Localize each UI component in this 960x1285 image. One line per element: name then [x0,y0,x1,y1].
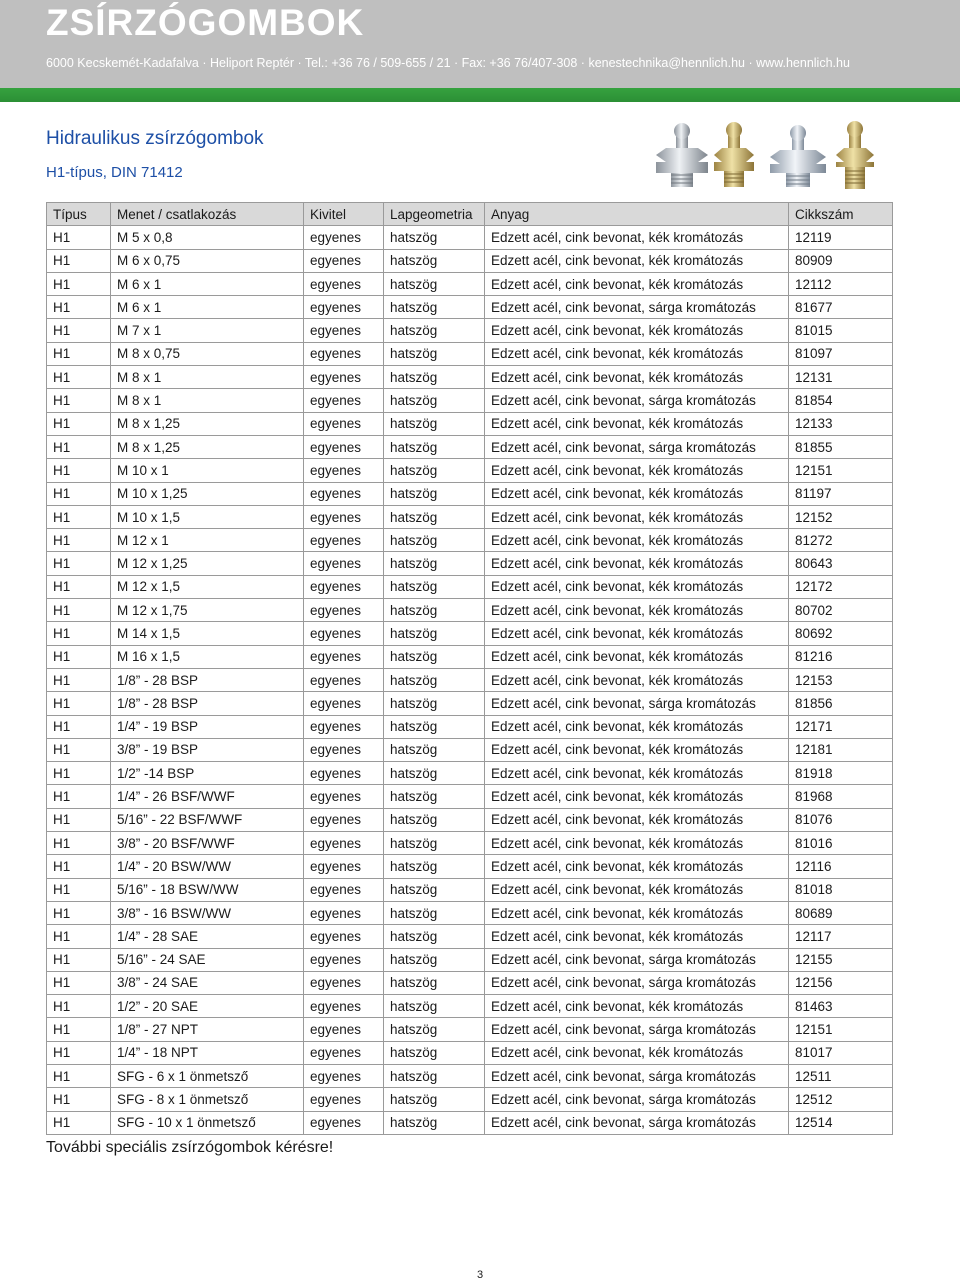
table-header-row [47,203,893,226]
table-row [47,785,893,808]
cell-type: H1 [47,948,111,971]
cell-thread: 3/8” - 24 SAE [111,971,304,994]
cell-article-number: 81968 [789,785,893,808]
cell-article-number: 81677 [789,296,893,319]
cell-geometry: hatszög [384,925,485,948]
cell-material: Edzett acél, cink bevonat, kék kromátozás [485,1041,789,1064]
table-row [47,645,893,668]
cell-thread: M 6 x 1 [111,272,304,295]
cell-thread: SFG - 10 x 1 önmetsző [111,1111,304,1134]
cell-thread: M 16 x 1,5 [111,645,304,668]
cell-thread: 1/2” - 20 SAE [111,995,304,1018]
cell-article-number: 81856 [789,692,893,715]
cell-article-number: 81015 [789,319,893,342]
cell-design: egyenes [304,435,384,458]
cell-material: Edzett acél, cink bevonat, sárga kromátozás [485,1088,789,1111]
cell-material: Edzett acél, cink bevonat, kék kromátozás [485,552,789,575]
table-row [47,738,893,761]
cell-article-number: 81463 [789,995,893,1018]
cell-thread: 1/2” -14 BSP [111,762,304,785]
table-row [47,948,893,971]
cell-thread: 1/4” - 19 BSP [111,715,304,738]
column-header-thread: Menet / csatlakozás [111,203,304,226]
cell-type: H1 [47,435,111,458]
cell-geometry: hatszög [384,599,485,622]
cell-design: egyenes [304,855,384,878]
table-row [47,459,893,482]
cell-article-number: 12133 [789,412,893,435]
cell-type: H1 [47,482,111,505]
cell-type: H1 [47,622,111,645]
cell-type: H1 [47,599,111,622]
cell-geometry: hatszög [384,342,485,365]
cell-thread: M 10 x 1,25 [111,482,304,505]
cell-article-number: 12131 [789,366,893,389]
cell-material: Edzett acél, cink bevonat, kék kromátozás [485,226,789,249]
cell-material: Edzett acél, cink bevonat, kék kromátozás [485,878,789,901]
cell-article-number: 81918 [789,762,893,785]
accent-bar [0,88,960,102]
cell-thread: M 10 x 1,5 [111,505,304,528]
table-row [47,622,893,645]
cell-article-number: 80643 [789,552,893,575]
cell-thread: M 8 x 0,75 [111,342,304,365]
cell-type: H1 [47,1018,111,1041]
cell-material: Edzett acél, cink bevonat, kék kromátozás [485,529,789,552]
cell-article-number: 81076 [789,808,893,831]
cell-design: egyenes [304,622,384,645]
cell-type: H1 [47,296,111,319]
cell-material: Edzett acél, cink bevonat, kék kromátozás [485,272,789,295]
page-number: 3 [476,1269,484,1281]
cell-geometry: hatszög [384,645,485,668]
cell-thread: M 12 x 1 [111,529,304,552]
cell-design: egyenes [304,808,384,831]
cell-material: Edzett acél, cink bevonat, kék kromátozás [485,319,789,342]
table-row [47,1018,893,1041]
cell-geometry: hatszög [384,808,485,831]
cell-article-number: 12151 [789,459,893,482]
cell-thread: 5/16” - 24 SAE [111,948,304,971]
table-row [47,319,893,342]
cell-article-number: 12511 [789,1064,893,1087]
cell-material: Edzett acél, cink bevonat, kék kromátozás [485,249,789,272]
cell-thread: 3/8” - 19 BSP [111,738,304,761]
table-row [47,808,893,831]
cell-geometry: hatszög [384,272,485,295]
cell-design: egyenes [304,1111,384,1134]
cell-design: egyenes [304,342,384,365]
cell-article-number: 12514 [789,1111,893,1134]
table-row [47,971,893,994]
cell-type: H1 [47,995,111,1018]
cell-geometry: hatszög [384,226,485,249]
column-header-article-number: Cikkszám [789,203,893,226]
cell-geometry: hatszög [384,552,485,575]
cell-material: Edzett acél, cink bevonat, kék kromátozás [485,366,789,389]
table-row [47,668,893,691]
cell-type: H1 [47,668,111,691]
cell-material: Edzett acél, cink bevonat, kék kromátozás [485,785,789,808]
cell-design: egyenes [304,459,384,482]
cell-design: egyenes [304,785,384,808]
cell-geometry: hatszög [384,1018,485,1041]
cell-article-number: 81097 [789,342,893,365]
product-table [46,202,893,1135]
cell-article-number: 80692 [789,622,893,645]
cell-article-number: 12155 [789,948,893,971]
cell-article-number: 81197 [789,482,893,505]
cell-design: egyenes [304,971,384,994]
cell-material: Edzett acél, cink bevonat, sárga kromátozás [485,1018,789,1041]
cell-thread: M 8 x 1,25 [111,435,304,458]
cell-thread: M 8 x 1,25 [111,412,304,435]
cell-material: Edzett acél, cink bevonat, kék kromátozás [485,738,789,761]
cell-type: H1 [47,785,111,808]
cell-material: Edzett acél, cink bevonat, kék kromátozás [485,855,789,878]
cell-thread: M 6 x 1 [111,296,304,319]
table-row [47,435,893,458]
cell-article-number: 81216 [789,645,893,668]
cell-article-number: 80689 [789,901,893,924]
cell-material: Edzett acél, cink bevonat, kék kromátozás [485,901,789,924]
cell-design: egyenes [304,575,384,598]
cell-geometry: hatszög [384,995,485,1018]
cell-design: egyenes [304,412,384,435]
table-row [47,995,893,1018]
cell-thread: 1/8” - 28 BSP [111,692,304,715]
cell-design: egyenes [304,366,384,389]
cell-design: egyenes [304,319,384,342]
cell-thread: SFG - 8 x 1 önmetsző [111,1088,304,1111]
cell-geometry: hatszög [384,832,485,855]
cell-material: Edzett acél, cink bevonat, kék kromátozás [485,668,789,691]
grease-nipple-icon-1 [656,123,708,187]
cell-design: egyenes [304,995,384,1018]
table-row [47,575,893,598]
table-row [47,878,893,901]
cell-material: Edzett acél, cink bevonat, sárga kromátozás [485,296,789,319]
cell-article-number: 12171 [789,715,893,738]
cell-article-number: 81018 [789,878,893,901]
cell-geometry: hatszög [384,249,485,272]
cell-type: H1 [47,878,111,901]
cell-thread: 3/8” - 20 BSF/WWF [111,832,304,855]
column-header-design: Kivitel [304,203,384,226]
cell-article-number: 12153 [789,668,893,691]
cell-material: Edzett acél, cink bevonat, kék kromátozás [485,599,789,622]
cell-type: H1 [47,272,111,295]
cell-material: Edzett acél, cink bevonat, sárga kromátozás [485,1064,789,1087]
table-row [47,249,893,272]
table-row [47,552,893,575]
cell-material: Edzett acél, cink bevonat, kék kromátozás [485,622,789,645]
cell-type: H1 [47,855,111,878]
grease-nipple-icon-4 [836,121,874,189]
contact-line: 6000 Kecskemét-Kadafalva · Heliport Reptér · Tel.: +36 76 / 509-655 / 21 · Fax: +36 76/407-308 · kenestechnika@hennlich.hu · www.hennlich.hu [46,56,850,70]
cell-material: Edzett acél, cink bevonat, kék kromátozás [485,645,789,668]
cell-geometry: hatszög [384,1088,485,1111]
table-body [47,226,893,1135]
cell-thread: M 14 x 1,5 [111,622,304,645]
cell-type: H1 [47,459,111,482]
cell-article-number: 80909 [789,249,893,272]
cell-thread: 1/4” - 28 SAE [111,925,304,948]
cell-thread: 1/8” - 28 BSP [111,668,304,691]
cell-type: H1 [47,971,111,994]
cell-material: Edzett acél, cink bevonat, kék kromátozás [485,412,789,435]
cell-geometry: hatszög [384,738,485,761]
cell-design: egyenes [304,226,384,249]
cell-material: Edzett acél, cink bevonat, kék kromátozás [485,459,789,482]
cell-design: egyenes [304,878,384,901]
cell-material: Edzett acél, cink bevonat, kék kromátozás [485,995,789,1018]
column-header-material: Anyag [485,203,789,226]
cell-type: H1 [47,226,111,249]
section-title: Hidraulikus zsírzógombok [46,128,264,149]
cell-type: H1 [47,762,111,785]
cell-article-number: 12151 [789,1018,893,1041]
cell-thread: M 12 x 1,5 [111,575,304,598]
cell-geometry: hatszög [384,692,485,715]
cell-type: H1 [47,1064,111,1087]
cell-design: egyenes [304,738,384,761]
cell-material: Edzett acél, cink bevonat, kék kromátozás [485,832,789,855]
footnote: További speciális zsírzógombok kérésre! [46,1139,334,1156]
table-row [47,529,893,552]
cell-type: H1 [47,1111,111,1134]
cell-thread: 3/8” - 16 BSW/WW [111,901,304,924]
cell-design: egyenes [304,505,384,528]
cell-type: H1 [47,249,111,272]
cell-article-number: 12172 [789,575,893,598]
cell-geometry: hatszög [384,948,485,971]
cell-article-number: 12156 [789,971,893,994]
cell-type: H1 [47,552,111,575]
cell-thread: M 6 x 0,75 [111,249,304,272]
cell-thread: M 5 x 0,8 [111,226,304,249]
brand-title: ZSÍRZÓGOMBOK [46,2,365,43]
cell-design: egyenes [304,715,384,738]
table-row [47,855,893,878]
column-header-type: Típus [47,203,111,226]
column-header-geometry: Lapgeometria [384,203,485,226]
table-row [47,925,893,948]
cell-geometry: hatszög [384,668,485,691]
cell-type: H1 [47,808,111,831]
section-subtitle: H1-típus, DIN 71412 [46,164,183,181]
cell-article-number: 81854 [789,389,893,412]
page-header [0,0,960,88]
cell-material: Edzett acél, cink bevonat, sárga kromátozás [485,692,789,715]
table-row [47,226,893,249]
table-row [47,832,893,855]
cell-design: egyenes [304,948,384,971]
cell-article-number: 12116 [789,855,893,878]
cell-design: egyenes [304,296,384,319]
cell-design: egyenes [304,552,384,575]
cell-material: Edzett acél, cink bevonat, kék kromátozás [485,342,789,365]
cell-design: egyenes [304,1064,384,1087]
cell-thread: 5/16” - 18 BSW/WW [111,878,304,901]
cell-design: egyenes [304,1018,384,1041]
cell-thread: 1/8” - 27 NPT [111,1018,304,1041]
table-row [47,342,893,365]
cell-geometry: hatszög [384,296,485,319]
cell-thread: 1/4” - 26 BSF/WWF [111,785,304,808]
cell-type: H1 [47,645,111,668]
grease-nipple-icon-3 [770,125,826,187]
table-row [47,1064,893,1087]
cell-thread: M 8 x 1 [111,389,304,412]
cell-article-number: 12119 [789,226,893,249]
cell-geometry: hatszög [384,389,485,412]
cell-article-number: 81016 [789,832,893,855]
cell-material: Edzett acél, cink bevonat, kék kromátozás [485,925,789,948]
cell-type: H1 [47,1041,111,1064]
cell-thread: M 7 x 1 [111,319,304,342]
cell-type: H1 [47,715,111,738]
table-row [47,1088,893,1111]
cell-geometry: hatszög [384,575,485,598]
cell-geometry: hatszög [384,482,485,505]
cell-type: H1 [47,366,111,389]
cell-material: Edzett acél, cink bevonat, sárga kromátozás [485,1111,789,1134]
table-row [47,505,893,528]
cell-geometry: hatszög [384,971,485,994]
cell-geometry: hatszög [384,878,485,901]
cell-type: H1 [47,925,111,948]
cell-type: H1 [47,505,111,528]
cell-material: Edzett acél, cink bevonat, sárga kromátozás [485,971,789,994]
cell-material: Edzett acél, cink bevonat, kék kromátozás [485,575,789,598]
cell-design: egyenes [304,272,384,295]
cell-design: egyenes [304,249,384,272]
cell-geometry: hatszög [384,855,485,878]
cell-design: egyenes [304,692,384,715]
cell-article-number: 12152 [789,505,893,528]
cell-article-number: 81855 [789,435,893,458]
cell-material: Edzett acél, cink bevonat, kék kromátozás [485,715,789,738]
cell-geometry: hatszög [384,319,485,342]
cell-material: Edzett acél, cink bevonat, sárga kromátozás [485,948,789,971]
cell-type: H1 [47,1088,111,1111]
cell-type: H1 [47,319,111,342]
cell-material: Edzett acél, cink bevonat, kék kromátozás [485,808,789,831]
cell-article-number: 12112 [789,272,893,295]
table-row [47,272,893,295]
cell-type: H1 [47,832,111,855]
cell-geometry: hatszög [384,529,485,552]
cell-design: egyenes [304,529,384,552]
cell-material: Edzett acél, cink bevonat, sárga kromátozás [485,435,789,458]
cell-material: Edzett acél, cink bevonat, sárga kromátozás [485,389,789,412]
cell-geometry: hatszög [384,459,485,482]
cell-thread: M 12 x 1,25 [111,552,304,575]
cell-article-number: 81017 [789,1041,893,1064]
cell-geometry: hatszög [384,366,485,389]
cell-design: egyenes [304,668,384,691]
table-row [47,599,893,622]
table-row [47,1111,893,1134]
cell-design: egyenes [304,645,384,668]
grease-nipple-photos [650,115,880,195]
cell-geometry: hatszög [384,412,485,435]
cell-article-number: 12117 [789,925,893,948]
cell-type: H1 [47,738,111,761]
cell-material: Edzett acél, cink bevonat, kék kromátozás [485,482,789,505]
table-row [47,901,893,924]
grease-nipple-icon-2 [714,122,754,187]
cell-type: H1 [47,692,111,715]
cell-type: H1 [47,389,111,412]
cell-geometry: hatszög [384,901,485,924]
cell-type: H1 [47,412,111,435]
table-row [47,389,893,412]
cell-geometry: hatszög [384,435,485,458]
cell-design: egyenes [304,389,384,412]
table-row [47,692,893,715]
table-row [47,1041,893,1064]
cell-design: egyenes [304,925,384,948]
cell-geometry: hatszög [384,622,485,645]
cell-article-number: 12181 [789,738,893,761]
cell-thread: M 8 x 1 [111,366,304,389]
table-row [47,762,893,785]
cell-geometry: hatszög [384,785,485,808]
cell-geometry: hatszög [384,762,485,785]
cell-design: egyenes [304,1041,384,1064]
cell-article-number: 80702 [789,599,893,622]
cell-geometry: hatszög [384,1064,485,1087]
cell-material: Edzett acél, cink bevonat, kék kromátozás [485,505,789,528]
cell-geometry: hatszög [384,1041,485,1064]
cell-type: H1 [47,575,111,598]
cell-design: egyenes [304,599,384,622]
table-row [47,366,893,389]
table-row [47,296,893,319]
cell-design: egyenes [304,901,384,924]
cell-geometry: hatszög [384,715,485,738]
cell-type: H1 [47,901,111,924]
cell-material: Edzett acél, cink bevonat, kék kromátozás [485,762,789,785]
cell-design: egyenes [304,1088,384,1111]
cell-type: H1 [47,529,111,552]
cell-type: H1 [47,342,111,365]
cell-design: egyenes [304,482,384,505]
cell-thread: 5/16” - 22 BSF/WWF [111,808,304,831]
cell-thread: SFG - 6 x 1 önmetsző [111,1064,304,1087]
table-row [47,412,893,435]
cell-thread: 1/4” - 18 NPT [111,1041,304,1064]
cell-thread: 1/4” - 20 BSW/WW [111,855,304,878]
cell-article-number: 81272 [789,529,893,552]
cell-design: egyenes [304,762,384,785]
cell-article-number: 12512 [789,1088,893,1111]
cell-thread: M 10 x 1 [111,459,304,482]
cell-design: egyenes [304,832,384,855]
table-row [47,715,893,738]
cell-geometry: hatszög [384,1111,485,1134]
cell-thread: M 12 x 1,75 [111,599,304,622]
cell-geometry: hatszög [384,505,485,528]
table-row [47,482,893,505]
